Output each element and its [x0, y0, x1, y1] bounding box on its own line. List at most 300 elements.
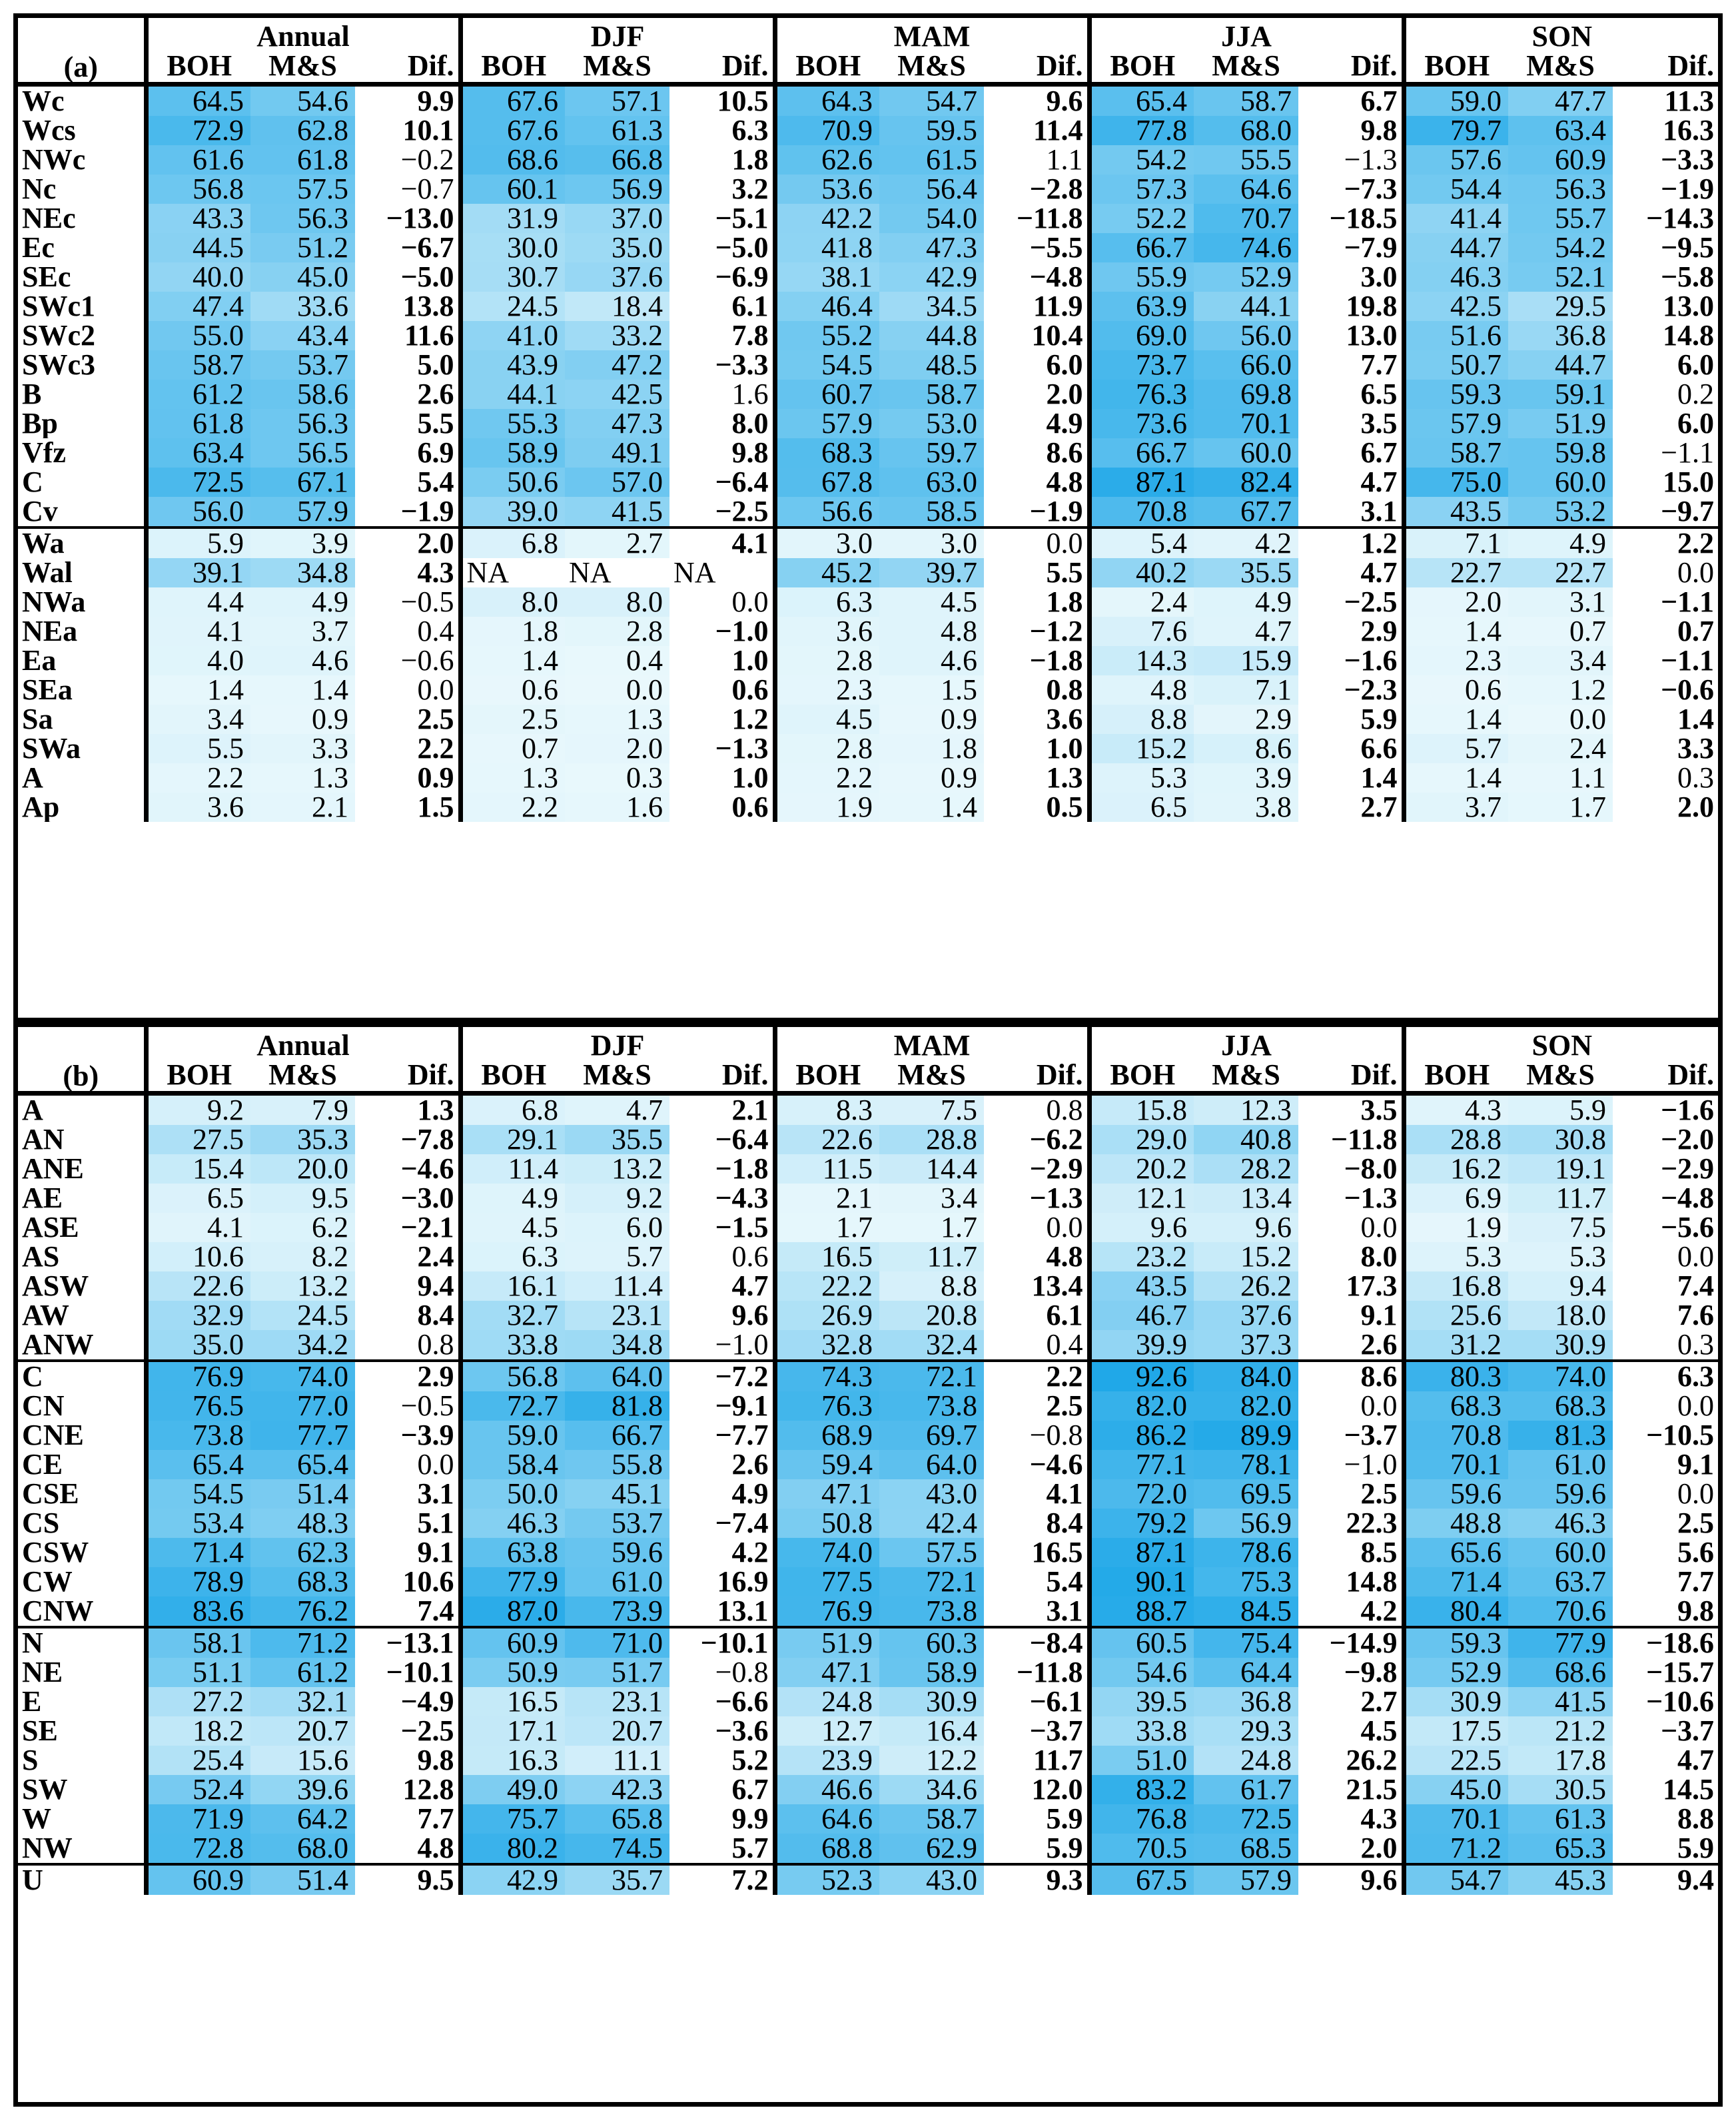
cell-ms: 57.5 [879, 1538, 984, 1567]
row-label: Wcs [22, 116, 76, 145]
cell-dif: 0.3 [1677, 1330, 1715, 1361]
cell-boh: 74.0 [775, 1538, 879, 1567]
cell-ms: 44.7 [1508, 350, 1613, 380]
cell-ms: NA [569, 558, 612, 587]
cell-boh: 82.0 [1089, 1391, 1194, 1421]
cell-boh: 80.3 [1404, 1361, 1508, 1391]
cell-dif: 11.3 [1613, 85, 1718, 117]
cell-dif: −0.6 [400, 646, 454, 675]
cell-dif: 3.3 [1677, 734, 1715, 763]
cell-ms: 3.0 [879, 528, 984, 558]
cell-ms: 6.2 [250, 1213, 355, 1242]
cell-ms: 1.6 [565, 793, 669, 822]
cell-ms: 54.6 [250, 85, 355, 117]
cell-ms: 3.9 [1194, 763, 1298, 793]
cell-ms: 4.5 [879, 587, 984, 617]
cell-ms: 2.0 [565, 734, 669, 763]
cell-boh: 67.6 [460, 85, 565, 117]
table-b [18, 1027, 1718, 1895]
cell-ms: 22.7 [1508, 558, 1613, 587]
cell-dif: 4.7 [731, 1271, 769, 1301]
row-label: SWa [22, 734, 81, 763]
cell-boh: 83.2 [1089, 1775, 1194, 1804]
cell-ms: 8.2 [250, 1242, 355, 1271]
cell-boh: 44.5 [146, 233, 250, 262]
row-label: Wc [18, 85, 146, 117]
cell-boh: 51.1 [146, 1658, 250, 1687]
column-header-ms: M&S [1212, 51, 1280, 82]
row-label: NEa [22, 617, 78, 646]
cell-boh: 46.3 [1404, 262, 1508, 292]
cell-dif: −11.8 [1330, 1125, 1398, 1154]
cell-ms: 28.2 [1194, 1154, 1298, 1184]
cell-dif: 9.8 [1677, 1596, 1715, 1627]
cell-dif: −6.2 [1029, 1125, 1083, 1154]
cell-boh: 56.0 [146, 497, 250, 528]
cell-boh: 14.3 [1089, 646, 1194, 675]
cell-ms: 35.7 [565, 1864, 669, 1895]
cell-ms: 56.5 [250, 438, 355, 468]
cell-boh: 1.4 [460, 646, 565, 675]
cell-dif: 3.5 [1298, 1094, 1404, 1126]
cell-ms: 18.4 [565, 292, 669, 321]
cell-ms: 59.6 [565, 1538, 669, 1567]
cell-boh: 54.2 [1089, 145, 1194, 175]
cell-boh: 24.8 [775, 1687, 879, 1716]
cell-ms: 35.3 [250, 1125, 355, 1154]
cell-dif: −0.5 [400, 587, 454, 617]
cell-ms: 6.0 [565, 1213, 669, 1242]
cell-ms: 74.5 [565, 1834, 669, 1864]
cell-boh: NA [460, 558, 565, 587]
cell-ms: 32.1 [250, 1687, 355, 1716]
cell-boh: 64.5 [146, 85, 250, 117]
table-row [18, 350, 1718, 380]
cell-boh: 77.5 [775, 1567, 879, 1596]
column-header-boh: BOH [1404, 51, 1508, 85]
cell-boh: 39.1 [146, 558, 250, 587]
cell-ms: 1.4 [250, 675, 355, 705]
cell-boh: 39.5 [1089, 1687, 1194, 1716]
cell-dif: −0.8 [1029, 1421, 1083, 1450]
cell-dif: −6.1 [1029, 1687, 1083, 1716]
cell-ms: 1.7 [1508, 793, 1613, 822]
cell-ms: 57.9 [1194, 1864, 1298, 1895]
cell-boh: 87.0 [460, 1596, 565, 1627]
table-row [18, 1271, 1718, 1301]
cell-ms: 70.6 [1508, 1596, 1613, 1627]
cell-boh: 2.2 [775, 763, 879, 793]
cell-boh: 24.5 [460, 292, 565, 321]
row-label: B [22, 380, 42, 409]
row-label: SEa [22, 675, 73, 705]
cell-ms: 52.9 [1194, 262, 1298, 292]
table-row [18, 321, 1718, 350]
cell-dif: −13.1 [355, 1627, 460, 1658]
cell-ms: 11.7 [1508, 1184, 1613, 1213]
cell-ms: 84.5 [1194, 1596, 1298, 1627]
column-header-ms: M&S [268, 1060, 337, 1091]
cell-boh: 52.2 [1089, 204, 1194, 233]
cell-boh: 75.7 [460, 1804, 565, 1834]
cell-boh: 72.7 [460, 1391, 565, 1421]
cell-dif: 8.5 [1360, 1538, 1398, 1567]
cell-dif: 0.6 [731, 1242, 769, 1271]
cell-boh: 50.8 [775, 1509, 879, 1538]
cell-dif: 26.2 [1346, 1746, 1398, 1775]
column-header-dif: Dif. [1667, 51, 1715, 82]
cell-dif: 5.7 [731, 1834, 769, 1864]
cell-ms: 3.4 [1508, 646, 1613, 675]
column-header-dif: Dif. [407, 51, 454, 82]
cell-boh: 65.4 [146, 1450, 250, 1479]
cell-boh: 60.1 [460, 175, 565, 204]
cell-boh: 30.7 [460, 262, 565, 292]
cell-ms: 30.9 [879, 1687, 984, 1716]
cell-dif: −3.7 [1344, 1421, 1398, 1450]
cell-boh: 1.8 [460, 617, 565, 646]
cell-boh: 45.0 [1404, 1775, 1508, 1804]
cell-boh: 46.4 [775, 292, 879, 321]
cell-boh: 30.9 [1404, 1687, 1508, 1716]
row-label: Ea [22, 646, 57, 675]
cell-dif: 0.8 [984, 1094, 1089, 1126]
cell-dif: −18.5 [1329, 204, 1398, 233]
column-header-boh: BOH [460, 51, 565, 85]
table-row [18, 1687, 1718, 1716]
cell-dif: −7.2 [669, 1361, 775, 1391]
table-row [18, 1242, 1718, 1271]
cell-boh: 59.0 [1404, 85, 1508, 117]
row-label: Cv [22, 497, 58, 528]
cell-boh: 6.8 [460, 1094, 565, 1126]
cell-dif: −2.5 [715, 497, 769, 528]
cell-ms: 32.4 [879, 1330, 984, 1361]
cell-ms: 34.2 [250, 1330, 355, 1361]
table-row [18, 1509, 1718, 1538]
cell-boh: 68.3 [1404, 1391, 1508, 1421]
cell-ms: 43.4 [250, 321, 355, 350]
cell-ms: 0.9 [879, 763, 984, 793]
cell-boh: 8.3 [775, 1094, 879, 1126]
cell-boh: 54.6 [1089, 1658, 1194, 1687]
column-header-boh: BOH [775, 51, 879, 85]
table-row [18, 1450, 1718, 1479]
cell-boh: 59.3 [1404, 1627, 1508, 1658]
row-label: SE [22, 1716, 58, 1746]
table-row [18, 705, 1718, 734]
cell-ms: 43.0 [879, 1479, 984, 1509]
cell-dif: 11.9 [1033, 292, 1083, 321]
column-header-dif: Dif. [721, 51, 769, 82]
season-header-annual: Annual [146, 1027, 460, 1060]
cell-dif: 6.6 [1360, 734, 1398, 763]
cell-dif: 11.7 [1033, 1746, 1083, 1775]
cell-dif: 8.6 [1298, 1361, 1404, 1391]
cell-dif: 0.4 [1046, 1330, 1083, 1361]
cell-dif: 9.1 [417, 1538, 454, 1567]
cell-boh: 58.1 [146, 1627, 250, 1658]
cell-dif: 5.1 [417, 1509, 454, 1538]
cell-boh: 5.9 [146, 528, 250, 558]
cell-dif: −6.4 [715, 468, 769, 497]
row-label: CNE [22, 1421, 84, 1450]
cell-ms: 30.8 [1508, 1125, 1613, 1154]
cell-dif: 11.4 [1033, 116, 1083, 145]
cell-ms: 51.2 [250, 233, 355, 262]
cell-dif: 8.6 [1046, 438, 1083, 468]
cell-ms: 1.7 [879, 1213, 984, 1242]
row-label: SWc3 [22, 350, 95, 380]
cell-dif: 3.0 [1360, 262, 1398, 292]
cell-dif: 2.6 [731, 1450, 769, 1479]
column-header-dif: Dif. [1350, 51, 1398, 82]
table-row [18, 1184, 1718, 1213]
cell-ms: 0.3 [565, 763, 669, 793]
cell-dif: −11.8 [1016, 204, 1083, 233]
cell-ms: 54.2 [1508, 233, 1613, 262]
cell-dif: −14.3 [1645, 204, 1715, 233]
cell-ms: 61.7 [1194, 1775, 1298, 1804]
cell-ms: 0.0 [1508, 705, 1613, 734]
column-header-dif: Dif. [1036, 51, 1083, 82]
cell-boh: 1.4 [1404, 705, 1508, 734]
column-header-boh: BOH [1089, 1060, 1194, 1094]
column-header-dif: Dif. [721, 1060, 769, 1091]
cell-dif: 13.8 [402, 292, 454, 321]
cell-boh: 65.6 [1404, 1538, 1508, 1567]
cell-boh: 0.7 [460, 734, 565, 763]
cell-boh: 3.7 [1404, 793, 1508, 822]
cell-dif: 2.0 [1046, 380, 1083, 409]
cell-dif: −7.7 [715, 1421, 769, 1450]
row-label: CSW [22, 1538, 89, 1567]
cell-dif: −1.3 [715, 734, 769, 763]
cell-boh: 50.0 [460, 1479, 565, 1509]
table-panel-b [13, 1022, 1723, 2107]
table-row [18, 1094, 1718, 1126]
cell-dif: −5.0 [715, 233, 769, 262]
cell-ms: 19.1 [1508, 1154, 1613, 1184]
cell-ms: 47.3 [879, 233, 984, 262]
cell-dif: 6.1 [1046, 1301, 1083, 1330]
cell-ms: 67.1 [250, 468, 355, 497]
cell-boh: 53.4 [146, 1509, 250, 1538]
cell-dif: −6.7 [400, 233, 454, 262]
cell-ms: 69.5 [1194, 1479, 1298, 1509]
cell-dif: 1.4 [1677, 705, 1715, 734]
cell-dif: 3.1 [1046, 1596, 1083, 1627]
cell-boh: 66.7 [1089, 438, 1194, 468]
cell-ms: 42.9 [879, 262, 984, 292]
cell-boh: 0.6 [1404, 675, 1508, 705]
cell-boh: 68.9 [775, 1421, 879, 1450]
cell-ms: 43.0 [879, 1864, 984, 1895]
cell-ms: 12.3 [1194, 1094, 1298, 1126]
cell-boh: 46.3 [460, 1509, 565, 1538]
cell-ms: 69.7 [879, 1421, 984, 1450]
cell-dif: −1.0 [715, 617, 769, 646]
cell-ms: 65.3 [1508, 1834, 1613, 1864]
cell-dif: 22.3 [1346, 1509, 1398, 1538]
row-label: NW [22, 1834, 73, 1864]
table-row [18, 85, 1718, 117]
cell-dif: 1.8 [731, 145, 769, 175]
cell-ms: 21.2 [1508, 1716, 1613, 1746]
cell-boh: 58.7 [146, 350, 250, 380]
cell-dif: −3.0 [400, 1184, 454, 1213]
cell-boh: 43.5 [1089, 1271, 1194, 1301]
table-row [18, 734, 1718, 763]
cell-ms: 61.0 [565, 1567, 669, 1596]
cell-ms: 1.3 [565, 705, 669, 734]
column-header-boh: BOH [146, 51, 250, 85]
cell-ms: 2.8 [565, 617, 669, 646]
cell-ms: 1.2 [1508, 675, 1613, 705]
cell-boh: 5.4 [1089, 528, 1194, 558]
cell-dif: −6.6 [715, 1687, 769, 1716]
row-label: Nc [22, 175, 57, 204]
cell-dif: 6.0 [1677, 409, 1715, 438]
cell-dif: 8.4 [417, 1301, 454, 1330]
cell-boh: 12.7 [775, 1716, 879, 1746]
cell-dif: 0.5 [1046, 793, 1083, 822]
cell-ms: 36.8 [1194, 1687, 1298, 1716]
cell-boh: 62.6 [775, 145, 879, 175]
row-label: CN [22, 1391, 65, 1421]
cell-dif: 2.2 [1613, 528, 1718, 558]
cell-boh: 2.3 [775, 675, 879, 705]
cell-ms: 34.5 [879, 292, 984, 321]
cell-ms: 8.6 [1194, 734, 1298, 763]
panel-label: (a) [63, 51, 98, 83]
cell-boh: 4.8 [1089, 675, 1194, 705]
cell-dif: −18.6 [1613, 1627, 1718, 1658]
cell-ms: 34.8 [250, 558, 355, 587]
cell-dif: 5.9 [1046, 1834, 1083, 1864]
cell-dif: 5.0 [417, 350, 454, 380]
cell-dif: 2.0 [355, 528, 460, 558]
cell-ms: 30.9 [1508, 1330, 1613, 1361]
row-label: CS [22, 1509, 60, 1538]
table-row [18, 233, 1718, 262]
cell-boh: 78.9 [146, 1567, 250, 1596]
cell-dif: 13.4 [1031, 1271, 1083, 1301]
cell-ms: 4.2 [1194, 528, 1298, 558]
cell-boh: 16.5 [460, 1687, 565, 1716]
cell-boh: 44.7 [1404, 233, 1508, 262]
row-label: AN [22, 1125, 65, 1154]
row-label: S [22, 1746, 39, 1775]
cell-dif: −3.6 [715, 1716, 769, 1746]
cell-boh: 67.8 [775, 468, 879, 497]
cell-ms: 45.3 [1508, 1864, 1613, 1895]
cell-ms: 12.2 [879, 1746, 984, 1775]
cell-boh: 15.8 [1089, 1094, 1194, 1126]
cell-dif: 10.1 [402, 116, 454, 145]
cell-dif: 16.9 [717, 1567, 769, 1596]
cell-dif: 0.0 [1046, 1213, 1083, 1242]
cell-boh: 16.1 [460, 1271, 565, 1301]
cell-dif: 4.2 [731, 1538, 769, 1567]
cell-ms: 74.0 [1508, 1361, 1613, 1391]
cell-ms: 59.6 [1508, 1479, 1613, 1509]
cell-dif: −0.8 [715, 1658, 769, 1687]
cell-boh: 66.7 [1089, 233, 1194, 262]
cell-boh: 22.5 [1404, 1746, 1508, 1775]
cell-ms: 73.8 [879, 1596, 984, 1627]
cell-boh: 11.4 [460, 1154, 565, 1184]
cell-dif: −1.0 [1344, 1450, 1398, 1479]
cell-boh: 67.6 [460, 116, 565, 145]
cell-ms: 64.0 [565, 1361, 669, 1391]
cell-boh: 46.7 [1089, 1301, 1194, 1330]
column-header-boh: BOH [1404, 1060, 1508, 1094]
cell-dif: 1.0 [731, 646, 769, 675]
cell-boh: 77.9 [460, 1567, 565, 1596]
cell-dif: 9.5 [355, 1864, 460, 1895]
row-label: NWa [22, 587, 86, 617]
cell-boh: 53.6 [775, 175, 879, 204]
cell-ms: 76.2 [250, 1596, 355, 1627]
cell-boh: 29.0 [1089, 1125, 1194, 1154]
cell-dif: 16.5 [1031, 1538, 1083, 1567]
row-label: CE [22, 1450, 63, 1479]
cell-boh: 54.5 [146, 1479, 250, 1509]
cell-ms: 4.9 [1508, 528, 1613, 558]
cell-boh: 59.4 [775, 1450, 879, 1479]
column-header-dif: Dif. [1350, 1060, 1398, 1091]
cell-boh: 70.9 [775, 116, 879, 145]
cell-dif: 2.2 [984, 1361, 1089, 1391]
cell-ms: 9.5 [250, 1184, 355, 1213]
cell-ms: 23.1 [565, 1301, 669, 1330]
cell-dif: 3.1 [1360, 497, 1398, 528]
cell-dif: 17.3 [1346, 1271, 1398, 1301]
cell-boh: 76.8 [1089, 1804, 1194, 1834]
cell-dif: −0.6 [1660, 675, 1715, 705]
cell-ms: 39.7 [879, 558, 984, 587]
cell-boh: 6.9 [1404, 1184, 1508, 1213]
cell-ms: 42.3 [565, 1775, 669, 1804]
cell-ms: 24.5 [250, 1301, 355, 1330]
cell-ms: 56.3 [250, 204, 355, 233]
cell-boh: 3.4 [146, 705, 250, 734]
cell-ms: 2.7 [565, 528, 669, 558]
cell-boh: 64.3 [775, 85, 879, 117]
row-label: CSE [22, 1479, 79, 1509]
row-label: Ap [22, 793, 60, 822]
cell-dif: −3.3 [1660, 145, 1715, 175]
cell-boh: 3.6 [775, 617, 879, 646]
cell-dif: 2.7 [1360, 793, 1398, 822]
cell-boh: 68.6 [460, 145, 565, 175]
cell-boh: 72.8 [146, 1834, 250, 1864]
cell-ms: 89.9 [1194, 1421, 1298, 1450]
cell-boh: 71.9 [146, 1804, 250, 1834]
cell-ms: 72.1 [879, 1567, 984, 1596]
cell-ms: 44.8 [879, 321, 984, 350]
cell-ms: 36.8 [1508, 321, 1613, 350]
cell-boh: 77.8 [1089, 116, 1194, 145]
cell-boh: 8.0 [460, 587, 565, 617]
cell-ms: 66.0 [1194, 350, 1298, 380]
cell-dif: −7.9 [1344, 233, 1398, 262]
cell-ms: 15.6 [250, 1746, 355, 1775]
cell-ms: 48.5 [879, 350, 984, 380]
cell-dif: 2.1 [669, 1094, 775, 1126]
cell-ms: 3.3 [250, 734, 355, 763]
